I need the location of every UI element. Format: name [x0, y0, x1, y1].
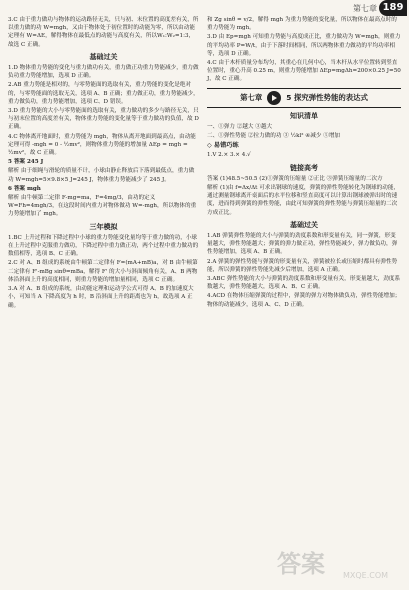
answer-item: 2.C 对 A、B 组成的系统由牛顿第二定律有 F=(mA+mB)a，对 B 由牛顿第二定律有 F'-mBg sinθ=mBa，解得 F' 的大小与斜面倾角有关，A、B 两物体沿斜面上升的高度相同，则重力势能的增加量相同，选项 C 正确。 [8, 260, 198, 283]
section-title: 5 探究弹性势能的表达式 [286, 92, 368, 102]
chapter-title-bar [207, 88, 401, 108]
section-heading: 链接高考 [290, 163, 318, 172]
answer-item: 4.C 物体离开地面时，重力势能为 mgh，物体从离开地面到最高点，由动能定理可得 -mgh = 0 - ½mv²，则物体重力势能的增加量 ΔEp = mgh = ½mv²，故 C 正确。 [8, 133, 196, 157]
paragraph: 和 Zg sinθ = v/2，解得 mgh 为重力势能的变化量，所以物体在最高点时的重力势能为 mgh。 [207, 17, 397, 32]
answer-item: 4.ACD 在物体压缩弹簧的过程中，弹簧的弹力对物体做负功，弹性势能增加；物体的动能减少，选项 A、C、D 正确。 [207, 293, 401, 308]
chapter-label: 第七章 [353, 4, 377, 13]
knowledge-item: 二、①弹性势能 ②拉力做的功 ③ ½kl² ④减少 ⑤增加 [207, 133, 341, 140]
answer-explanation: 解析 由于细绳与滑轮的质量不计，小球由静止释放后下落到最低点，重力做功 W=mgh=5×9.8×5 J=245 J，物体重力势能减少了 245 J。 [8, 168, 195, 183]
answer-item: 2.A 弹簧的弹性势能与弹簧的形变量有关，弹簧被拉长或压缩时都具有弹性势能，所以弹簧的弹性势能先减少后增加，选项 A 正确。 [207, 258, 398, 273]
answer-item: 1.D 物体重力势能的变化与重力做功有关，重力做正功重力势能减少，重力做负功重力势能增加，选项 D 正确。 [8, 65, 199, 80]
right-column [207, 16, 401, 310]
answer-explanation: 解析 由牛顿第二定律 F-mg=ma，F=4mg/3，由功的定义 W=Fh=4mgh/3，在这段时间内重力对物体做功 W=-mgh，所以物体的重力势能增加了 mgh。 [8, 195, 197, 218]
section-heading: 知识清单 [290, 111, 318, 120]
answer-item: 6 答案 mgh [8, 185, 41, 192]
chapter-tag: 第七章 [240, 92, 263, 102]
answer-item: 1.BC 上升过程和下降过程中小球的重力势能变化量均等于重力做的功，小球在上升过程中克服重力做功，下降过程中重力做正功，两个过程中重力做功的数值相等，选项 B、C 正确。 [8, 234, 199, 258]
answer-item: 2.AB 重力势能是相对的，与零势能面的选取有关，重力势能的变化是绝对的，与零势能面的选取无关，选项 A、B 正确；重力做正功，重力势能减少，重力做负功，重力势能增加，选项 C、D 错误。 [8, 82, 199, 105]
page-number: 189 [379, 0, 407, 16]
knowledge-item: 一、①弹力 ②越大 ③越大 [207, 123, 273, 130]
answer-item: 1.V 2.× 3.× 4.√ [207, 152, 251, 159]
answer-explanation: 解析 (1)由 f=Δx/Δt 可求出钢球的速度，弹簧的弹性势能转化为钢球的动能，通过测量钢球离开桌面后的水平位移和竖直高度可以计算出钢球被弹出时的速度，进而得到弹簧的弹性势能，由此可知弹簧的弹性势能与弹簧压缩量的二次方成正比。 [207, 185, 400, 216]
subsection-heading: ◇ 易错巧练 [207, 142, 239, 150]
section-heading: 基础过关 [89, 52, 118, 61]
section-heading: 三年模拟 [89, 222, 118, 231]
answer-item: 答案 (1)48.5~50.5 (2)①弹簧的压缩量 ②正比 ③弹簧压缩量的二次方 [207, 175, 383, 182]
watermark-url: MXQE.COM [343, 571, 389, 580]
answer-item: 3.D 重力势能的大小与零势能面的选取有关，重力做功的多少与路径无关，只与初末位置的高度差有关，物体重力势能的变化量等于重力做功的负值，故 D 正确。 [8, 108, 199, 131]
answer-item: 3.A 对 A、B 组成的系统，由动能定理和运动学公式可得 A、B 的加速度大小，可知当 A 下降高度为 h 时，B 沿斜面上升的距离也为 h，故选项 A 正确。 [8, 286, 194, 309]
play-circle-icon [267, 91, 281, 105]
watermark-logo [273, 546, 403, 582]
watermark-text: 答案 [277, 550, 325, 578]
answer-item: 1.AB 弹簧弹性势能的大小与弹簧的劲度系数和形变量有关，同一弹簧，形变量越大，弹性势能越大；弹簧的弹力做正功，弹性势能减少，弹力做负功，弹性势能增加，选项 A、B 正确。 [207, 233, 398, 256]
left-column [8, 16, 199, 311]
section-heading: 基础过关 [290, 220, 318, 229]
answer-item: 3.ABC 弹性势能的大小与弹簧的劲度系数和形变量有关，形变量越大，劲度系数越大，弹性势能越大，选项 A、B、C 正确。 [207, 276, 401, 291]
answer-item: 3.D 由 Ep=mgh 可知重力势能与高度成正比，重力做功为 W=mgh，则重力的平均功率 P=W/t，由于下落时间相同，所以两物体重力做功的平均功率相等，选项 D 正确。 [207, 34, 401, 57]
answer-item: 4.C 由于木杆质量分布均匀，其重心在几何中心，当木杆从水平位置转到竖直位置时，重心升高 0.25 m，则重力势能增加 ΔEp=mgΔh=200×0.25 J=50 J，故 C 正确。 [207, 60, 401, 83]
paragraph: 3.C 由于重力做功与物体的运动路径无关，只与初、末位置的高度差有关，所以重力做的功 W=mgh，又由于物体处于初位置时的动能为零，所以由动能定理有 W=ΔE，解得物体在最低点的动能与高度有关，所以W₁:W₂=1:3，故选 C 正确。 [8, 17, 199, 48]
answer-item: 5 答案 245 J [8, 159, 44, 166]
